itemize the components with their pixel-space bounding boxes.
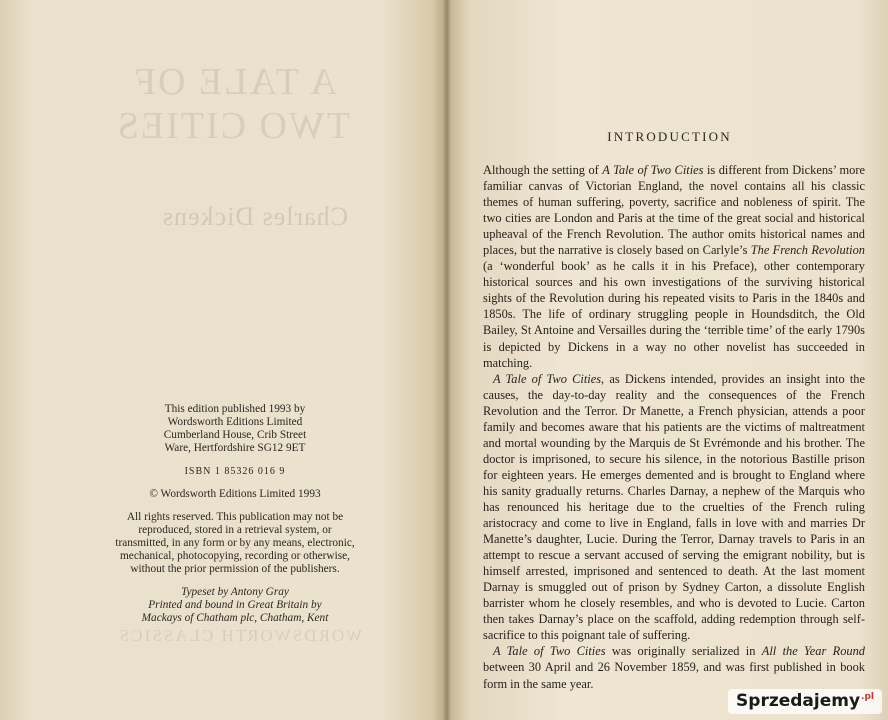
watermark-text: Sprzedajemy bbox=[736, 691, 861, 711]
rights-line: without the prior permission of the publishers. bbox=[130, 563, 340, 575]
copyright-block bbox=[100, 488, 370, 501]
edition-line: Wordsworth Editions Limited bbox=[167, 416, 303, 428]
text-run: Although the setting of bbox=[483, 163, 603, 177]
chapter-heading: INTRODUCTION bbox=[607, 129, 732, 144]
edition-line: Cumberland House, Crib Street bbox=[163, 429, 307, 441]
italic-title-run: A Tale of Two Cities bbox=[493, 644, 606, 659]
italic-title-run: A Tale of Two Cities bbox=[602, 163, 704, 177]
left-page bbox=[0, 0, 443, 720]
italic-title-run: All the Year Round bbox=[761, 644, 866, 659]
credits-line: Typeset by Antony Gray bbox=[181, 586, 289, 598]
italic-title-run: The French Revolution bbox=[750, 243, 865, 258]
show-through-publisher: WORDSWORTH CLASSICS bbox=[117, 626, 363, 645]
right-page bbox=[451, 0, 888, 720]
imprint-block bbox=[100, 403, 370, 635]
edition-line: Ware, Hertfordshire SG12 9ET bbox=[164, 442, 306, 454]
watermark-suffix: .pl bbox=[861, 692, 874, 703]
printing-credits bbox=[100, 586, 370, 625]
text-run: was originally serialized in bbox=[605, 644, 762, 659]
text-run: is different from Dickens’ more familiar canvas of Victorian England, the novel contains all his classic themes of human suffering, poverty, sacrifice and nobleness of spirit. The two cities are London and Paris at the time of the great social and historical upheaval of the French Revolution. The author omits historical names and places, but the narrative is closely based on Carlyle’s bbox=[483, 163, 865, 258]
isbn-block bbox=[100, 465, 370, 478]
rights-line: All rights reserved. This publication may not be bbox=[126, 511, 344, 523]
rights-notice bbox=[100, 511, 370, 576]
text-run: , as Dickens intended, provides an insight into the causes, the day-to-day reality and the consequences of the French Revolution and the Terror. Dr Manette, a French physician, attends a poor family and becomes aware that his patients are the victims of maltreatment and mortal wounding by the Marquis de St Evrémonde and his brother. The doctor is imprisoned, to secure his silence, in the notorious Bastille prison for eighteen years. He emerges demented and is brought to England where his sanity gradually returns. Charles Darnay, a nephew of the Marquis who has renounced his heritage due to the cruelties of the French ruling aristocracy and come to live in England, falls in love with and marries Dr Manette’s daughter, Lucie. During the Terror, Darnay travels to Paris in an attempt to rescue a servant accused of serving the emigrant nobility, but is himself arrested, imprisoned and sentenced to death. At the last moment Darnay is smuggled out of prison by Sydney Carton, a dissolute English barrister whom he closely resembles, and who is devoted to Lucie. Carton then takes Darnay’s place on the scaffold, adding redemption through self-sacrifice to this poignant tale of suffering. bbox=[483, 371, 865, 643]
text-run: (a ‘wonderful book’ as he calls it in his Preface), other contemporary historical sources and his own investigations of the surviving historical sights of the Revolution during his repeated visits to Paris in the 1840s and 1850s. The life of ordinary struggling people in Houndsditch, the Old Bailey, St Antoine and Versailles during the ‘terrible time’ of the early 1790s is depicted by Dickens in a way no other novelist has succeeded in matching. bbox=[483, 259, 865, 370]
intro-paragraph bbox=[483, 643, 865, 691]
introduction-body bbox=[483, 162, 865, 692]
text-run: between 30 April and 26 November 1859, and was first published in book form in the same year. bbox=[483, 660, 865, 691]
italic-title-run: A Tale of Two Cities bbox=[493, 371, 602, 386]
intro-paragraph bbox=[483, 371, 865, 644]
edition-info bbox=[100, 403, 370, 455]
rights-line: mechanical, photocopying, recording or otherwise, bbox=[120, 550, 350, 562]
copyright-notice: © Wordsworth Editions Limited 1993 bbox=[149, 488, 321, 500]
credits-line: Mackays of Chatham plc, Chatham, Kent bbox=[141, 612, 329, 624]
rights-line: transmitted, in any form or by any means, electronic, bbox=[115, 537, 355, 549]
show-through-title bbox=[115, 60, 350, 148]
edition-line: This edition published 1993 by bbox=[164, 403, 306, 415]
book-gutter bbox=[443, 0, 451, 720]
credits-line: Printed and bound in Great Britain by bbox=[148, 599, 322, 611]
show-through-title-line: A TALE OF bbox=[132, 61, 338, 103]
show-through-title-line: TWO CITIES bbox=[115, 105, 350, 147]
isbn-number: ISBN 1 85326 016 9 bbox=[184, 466, 286, 477]
watermark-logo bbox=[728, 689, 882, 714]
show-through-author: Charles Dickens bbox=[161, 202, 349, 231]
intro-paragraph bbox=[483, 162, 865, 371]
rights-line: reproduced, stored in a retrieval system, or bbox=[138, 524, 332, 536]
